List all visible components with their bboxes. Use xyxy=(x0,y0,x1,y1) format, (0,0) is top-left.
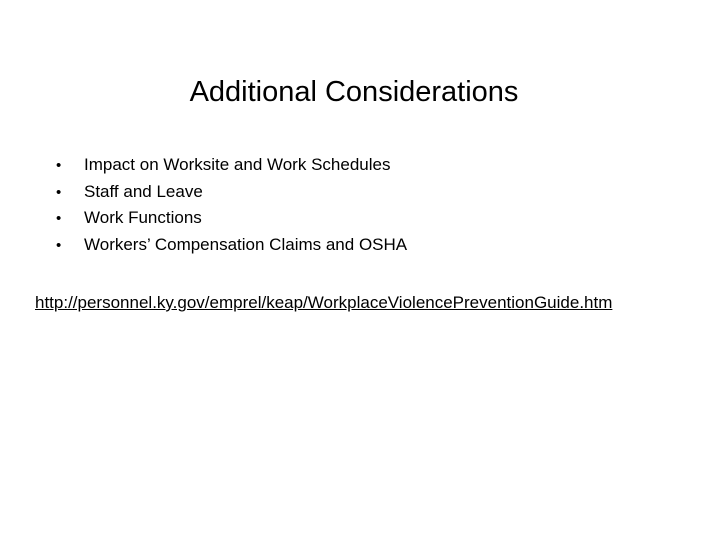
list-item xyxy=(56,152,407,179)
list-item xyxy=(56,232,407,259)
bullet-icon: • xyxy=(56,157,62,174)
bullet-text: Work Functions xyxy=(84,208,202,227)
list-item xyxy=(56,205,407,232)
bullet-icon: • xyxy=(56,183,62,201)
bullet-list xyxy=(56,152,407,258)
bullet-text: Impact on Worksite and Work Schedules xyxy=(84,155,391,174)
bullet-icon: • xyxy=(56,210,62,227)
bullet-text: Workers’ Compensation Claims and OSHA xyxy=(84,234,408,254)
list-item xyxy=(56,179,407,206)
slide-title: Additional Considerations xyxy=(189,76,519,108)
reference-link[interactable]: http://personnel.ky.gov/emprel/keap/WorkplaceViolencePreventionGuide.htm xyxy=(35,293,613,312)
bullet-text: Staff and Leave xyxy=(84,181,203,201)
bullet-icon: • xyxy=(56,236,62,254)
